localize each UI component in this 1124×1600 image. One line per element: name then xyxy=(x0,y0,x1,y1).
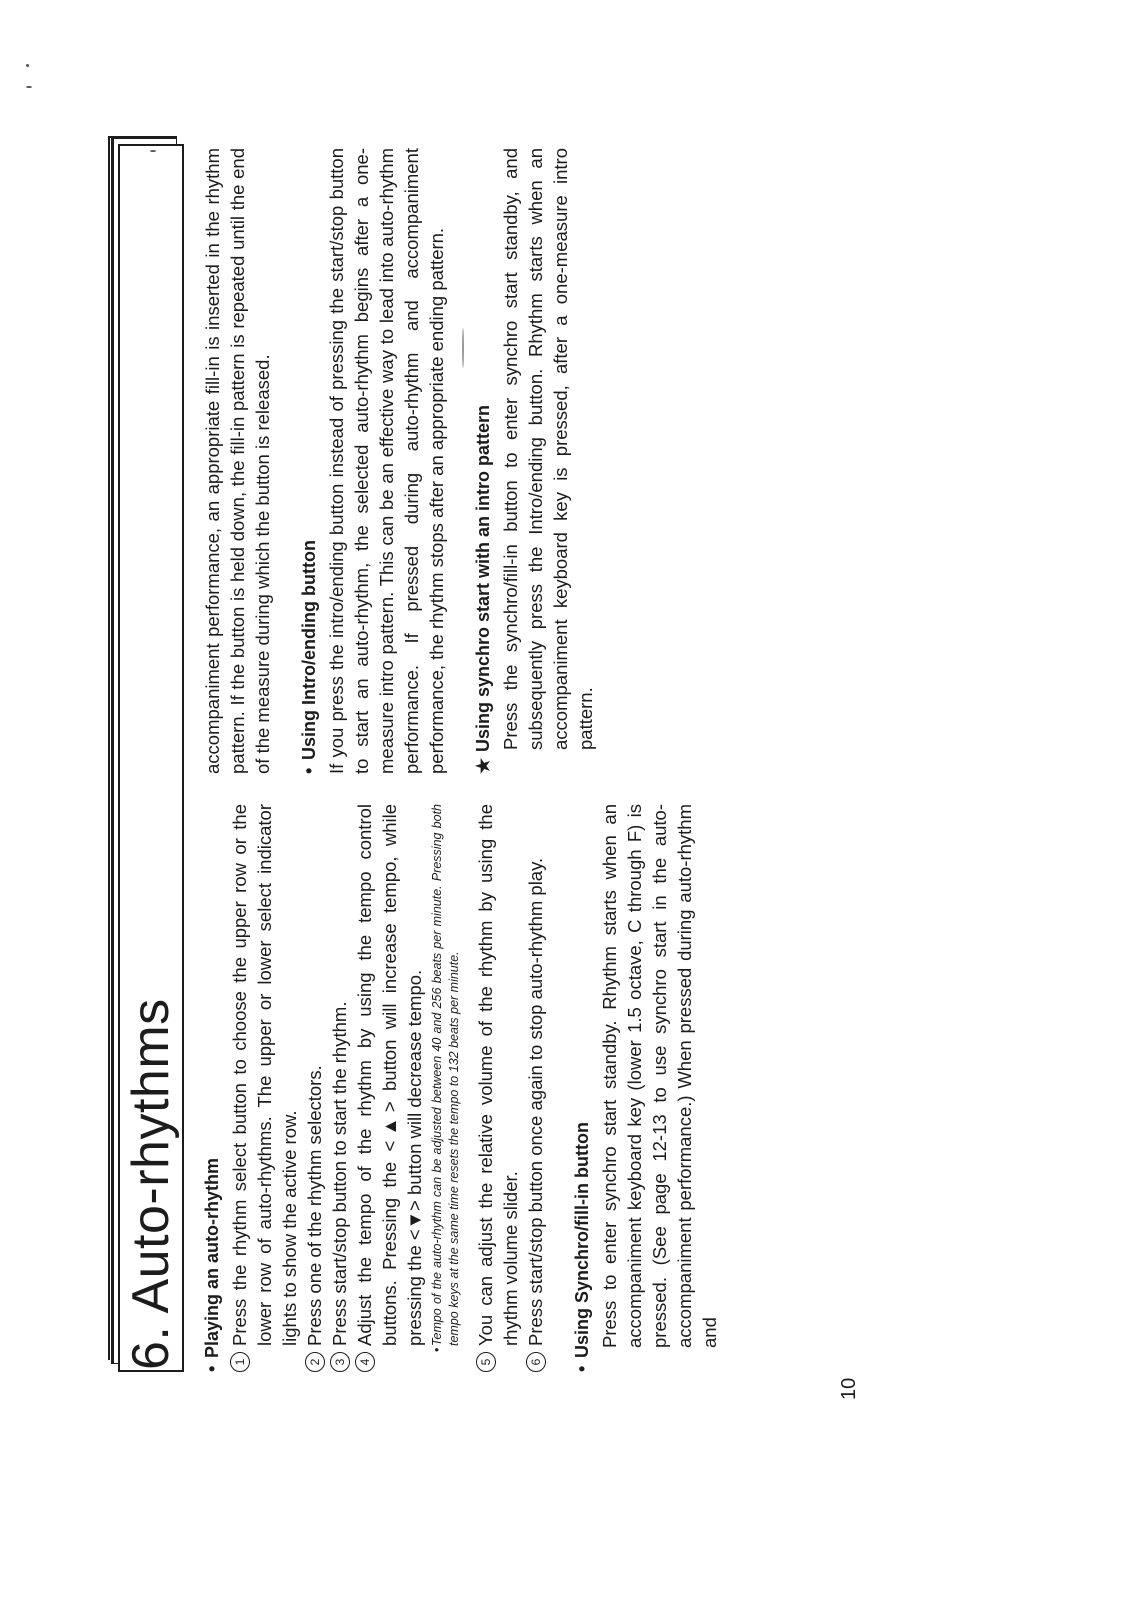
section-heading-synchro-fill: •Using Synchro/fill-in button xyxy=(572,1122,592,1372)
tempo-note: • Tempo of the auto-rhythm can be adjusted between 40 and 256 beats per minute. Pressing both tempo keys at the same time resets the tempo to 132 beats per minute. xyxy=(430,804,461,1352)
column-right xyxy=(200,148,598,774)
page-title: 6. Auto-rhythms xyxy=(122,998,180,1370)
step-2: 2 Press one of the rhythm selectors. xyxy=(302,804,327,1372)
synchro-intro-text: Press the synchro/fill-in button to enter synchro start standby, and subsequently press the Intro/ending button. Rhythm starts when an accompaniment keyboard key is pressed, after a one-measure intro pattern. xyxy=(500,148,596,750)
step-3: 3 Press start/stop button to start the rhythm. xyxy=(327,804,352,1372)
step-4: 4 Adjust the tempo of the rhythm by using the tempo control buttons. Pressing the <▲> button will increase tempo, while pressing the <▼> button will decrease tempo. xyxy=(352,804,427,1372)
section-heading-intro-ending: •Using Intro/ending button xyxy=(299,540,319,774)
section-heading-playing: •Playing an auto-rhythm xyxy=(202,1157,222,1372)
page-number: 10 xyxy=(838,1377,860,1400)
synchro-fill-text-a: Press to enter synchro start standby. Rhythm starts when an accompaniment keyboard key (lower 1.5 octave, C through F) is pressed. (See page 12-13 to use synchro start in the auto-accompaniment performance.) When pressed during auto-rhythm and xyxy=(599,804,720,1348)
column-left xyxy=(200,804,722,1372)
section-heading-synchro-intro: ★Using synchro start with an intro pattern xyxy=(471,148,496,774)
step-1: 1 Press the rhythm select button to choose the upper row or the lower row of auto-rhythms. The upper or lower select indicator lights to show the active row. xyxy=(227,804,302,1372)
star-icon: ★ xyxy=(473,757,493,774)
synchro-fill-text-b: accompaniment performance, an appropriate fill-in is inserted in the rhythm pattern. If the button is held down, the fill-in pattern is repeated until the end of the measure during which the button is released. xyxy=(202,148,273,774)
step-6: 6 Press start/stop button once again to stop auto-rhythm play. xyxy=(523,804,548,1372)
step-5: 5 You can adjust the relative volume of the rhythm by using the rhythm volume slider. xyxy=(473,804,523,1372)
intro-ending-text: If you press the intro/ending button instead of pressing the start/stop button to start an auto-rhythm, the selected auto-rhythm begins after a one-measure intro pattern. This can be an effective way to lead into auto-rhythm performance. If pressed during auto-rhythm and accompaniment performance, the rhythm stops after an appropriate ending pattern. xyxy=(326,148,447,774)
